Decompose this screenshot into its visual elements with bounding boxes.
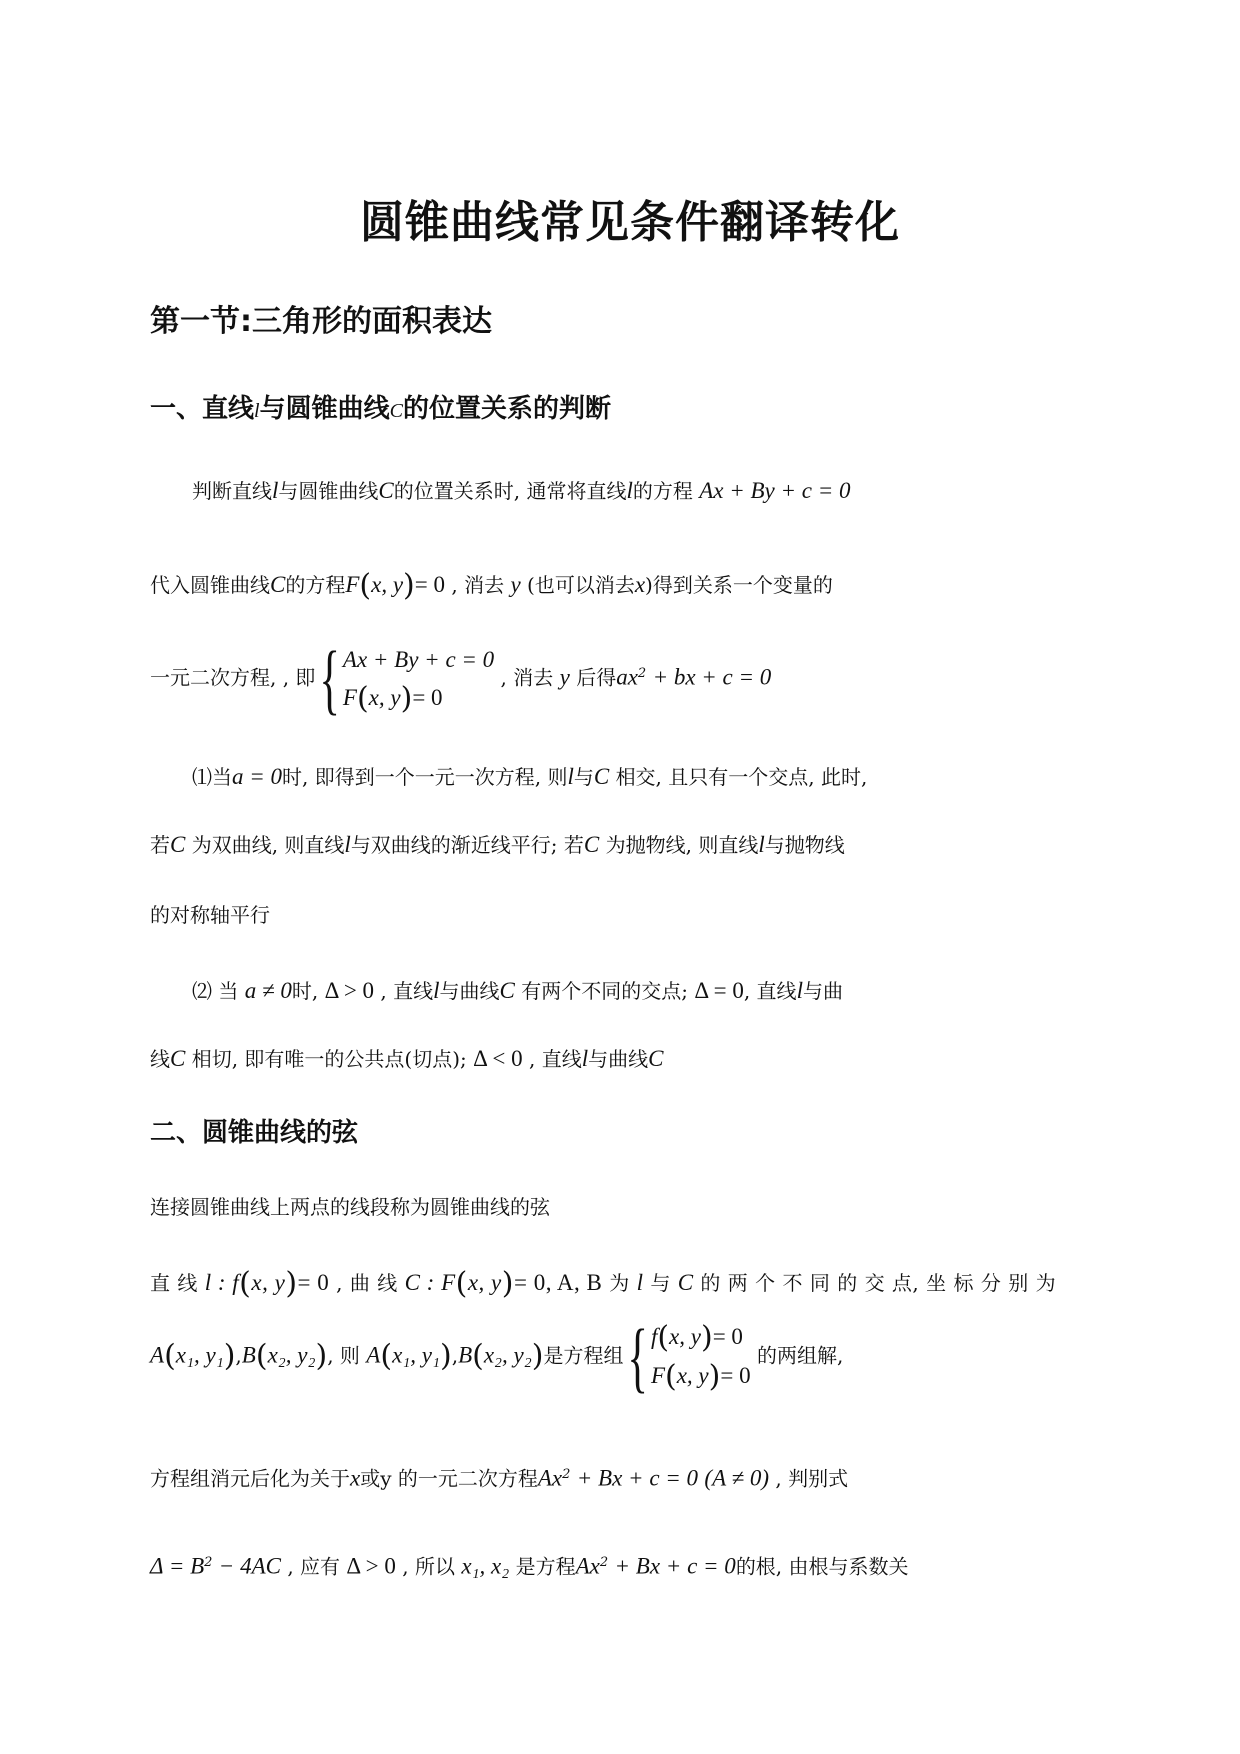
math-args: x, y [251, 1270, 286, 1295]
exponent: 2 [599, 1555, 609, 1570]
math-var: C [170, 832, 186, 857]
paragraph-line: 直 线 l : f(x, y)= 0 , 曲 线 C : F(x, y)= 0, A, B 为 l 与 C 的 两 个 不 同 的 交 点, 坐 标 分 别 为 [150, 1266, 1057, 1301]
text: , 直线 [374, 979, 434, 1003]
text: (也可以消去 [527, 573, 635, 597]
math-roots: x₁, x₂ [461, 1553, 510, 1579]
math-var: F [650, 1363, 665, 1388]
exponent: 2 [637, 665, 647, 681]
text: 一元二次方程, , 即 [150, 665, 316, 690]
text: 与抛物线 [764, 833, 845, 857]
paragraph-line [150, 635, 772, 722]
text: 有两个不同的交点; [521, 979, 688, 1003]
text: 为抛物线, 则直线 [605, 833, 759, 857]
math-term: l : f [204, 1270, 240, 1295]
paragraph-line [150, 1044, 663, 1074]
text: , 曲 线 [329, 1271, 398, 1295]
math-rhs: = 0 [712, 1324, 743, 1349]
math-var: x [350, 1465, 361, 1491]
math-var: F [345, 572, 360, 597]
paragraph-line: 的对称轴平行 [150, 903, 270, 927]
text: 相切, 即有唯一的公共点(切点); [191, 1047, 467, 1071]
text: , 直线 [743, 979, 797, 1003]
math-args: x, y [371, 572, 404, 597]
text: 是方程 [515, 1554, 576, 1579]
math-var: C [593, 764, 610, 789]
math-var: y [510, 572, 521, 597]
math-term: − 4AC [218, 1553, 281, 1579]
text: 与曲线 [588, 1047, 649, 1071]
math-var: l [567, 764, 574, 789]
text: 后得 [576, 665, 617, 690]
math-equation: Δ < 0 [473, 1046, 523, 1071]
text: 与曲 [802, 979, 843, 1003]
text: , 应有 [280, 1554, 341, 1579]
discriminant: Δ = B [150, 1553, 205, 1579]
math-var: C [270, 572, 286, 597]
text: 为 [609, 1271, 630, 1295]
math-var: C [499, 978, 515, 1003]
math-term: C : F [404, 1270, 456, 1295]
paragraph-line [150, 570, 833, 601]
part2-heading: 二、圆锥曲线的弦 [150, 1118, 359, 1148]
math-args: x, y [676, 1363, 709, 1388]
heading-text: 一、直线 [150, 394, 255, 424]
text: 与 [650, 1271, 671, 1295]
text: , 消去 [494, 665, 554, 690]
text: 或y 的一元二次方程 [360, 1466, 538, 1491]
paragraph-line [150, 1548, 909, 1582]
brace-icon: { [319, 635, 341, 722]
math-args: x, y [368, 684, 401, 710]
part1-heading [150, 388, 611, 425]
math-var: l [581, 1046, 589, 1071]
paragraph-line [150, 830, 845, 860]
math-args: x₁, y₁ [392, 1342, 440, 1368]
math-rhs: = 0 [720, 1363, 751, 1388]
paren: ) [403, 568, 415, 603]
paren: ( [359, 568, 372, 603]
section-title: 第一节:三角形的面积表达 [150, 304, 492, 339]
text: 与双曲线的渐近线平行; 若 [350, 833, 584, 857]
math-equation: Δ > 0 [324, 978, 375, 1003]
text: 时, [291, 979, 319, 1003]
paragraph-line [150, 1460, 848, 1494]
text: 与 [573, 765, 594, 789]
text: , 直线 [522, 1047, 582, 1071]
math-var: C [378, 478, 394, 503]
point-A: A [150, 1342, 165, 1368]
math-equation: Δ = 0 [694, 978, 744, 1003]
paragraph-line [192, 476, 851, 506]
math-var: F [342, 684, 357, 710]
text: , 判别式 [775, 1466, 849, 1491]
math-var: C [170, 1046, 186, 1071]
math-equation: a ≠ 0 [244, 978, 292, 1003]
paragraph-line [192, 762, 867, 792]
definition-line: 连接圆锥曲线上两点的线段称为圆锥曲线的弦 [150, 1195, 550, 1219]
document-title: 圆锥曲线常见条件翻译转化 [360, 197, 900, 248]
math-args: x₂, y₂ [267, 1342, 316, 1368]
math-var: l [636, 1270, 644, 1295]
math-term: ax [616, 664, 638, 690]
math-equation: Ax + By + c = 0 [699, 478, 851, 503]
text: ⑵ 当 [192, 979, 239, 1003]
equation-system [315, 635, 495, 722]
text: 与圆锥曲线 [278, 479, 379, 503]
math-var: y [559, 664, 570, 690]
equation-system [623, 1313, 751, 1400]
math-term: + Bx + c = 0 [614, 1553, 736, 1579]
math-term: + bx + c = 0 [652, 664, 772, 690]
math-var: f [650, 1324, 658, 1349]
math-equation: Δ > 0 [346, 1553, 396, 1579]
math-var: C [677, 1270, 694, 1295]
heading-text: 的位置关系的判断 [402, 394, 611, 424]
math-var: l [758, 832, 765, 857]
math-var: C [583, 832, 600, 857]
text: , 则 [327, 1343, 360, 1368]
math-args: x₁, y₁ [175, 1342, 224, 1368]
text: 若 [150, 833, 170, 857]
math-var-l: l [254, 400, 260, 422]
point-B: B [241, 1342, 256, 1368]
math-term: Ax [575, 1553, 600, 1579]
math-var: x [634, 572, 646, 597]
text: 为双曲线, 则直线 [191, 833, 345, 857]
point-B: B [458, 1342, 473, 1368]
math-equation: a = 0 [232, 764, 283, 789]
paragraph-line [192, 976, 843, 1006]
exponent: 2 [204, 1555, 213, 1570]
paragraph-line: A(x₁, y₁),B(x₂, y₂), 则 A(x₁, y₁),B(x₂, y₂)是方程组 { f(x, y)= 0 F(x, y)= 0 的两组解, [150, 1313, 844, 1400]
text: 直 线 [150, 1271, 198, 1295]
math-rhs: = 0, A, B [513, 1270, 603, 1295]
text: 代入圆锥曲线 [150, 573, 270, 597]
text: 的方程 [285, 573, 346, 597]
system-line-1: Ax + By + c = 0 [342, 646, 495, 672]
text: ⑴当 [192, 765, 232, 789]
math-var: C [648, 1046, 664, 1071]
math-args: x, y [669, 1324, 701, 1349]
math-var: l [344, 832, 351, 857]
text: 时, 即得到一个一元一次方程, 则 [282, 765, 568, 789]
math-condition: (A ≠ 0) [704, 1465, 769, 1491]
math-var: l [433, 978, 440, 1003]
text: 判断直线 [192, 479, 272, 503]
text: )得到关系一个变量的 [645, 573, 833, 597]
text: 的方程 [632, 479, 693, 503]
math-rhs: = 0 [412, 684, 443, 710]
math-args: x₂, y₂ [483, 1342, 532, 1368]
math-args: x, y [467, 1270, 502, 1295]
math-rhs: = 0 [414, 572, 445, 597]
math-var: l [272, 478, 279, 503]
exponent: 2 [562, 1467, 571, 1482]
math-var: l [626, 478, 633, 503]
math-term: + Bx + c = 0 [576, 1465, 699, 1491]
system-line-2: F(x, y)= 0 [342, 680, 443, 716]
text: 的 两 个 不 同 的 交 点, 坐 标 分 别 为 [700, 1271, 1057, 1295]
math-term: Ax [537, 1465, 563, 1491]
point-A: A [366, 1342, 381, 1368]
text: 线 [150, 1047, 170, 1071]
math-rhs: = 0 [297, 1270, 330, 1295]
brace-icon: { [627, 1313, 649, 1400]
heading-text: 与圆锥曲线 [259, 394, 390, 424]
text: 是方程组 [543, 1343, 624, 1368]
text: , 消去 [445, 573, 505, 597]
math-var: l [796, 978, 803, 1003]
system-line-2: F(x, y)= 0 [650, 1359, 751, 1394]
text: , 所以 [395, 1554, 455, 1579]
text: 的两组解, [756, 1343, 844, 1368]
text: 方程组消元后化为关于 [150, 1466, 350, 1491]
system-line-1: f(x, y)= 0 [650, 1320, 743, 1355]
text: 的位置关系时, 通常将直线 [393, 479, 627, 503]
math-var-C: C [389, 400, 403, 422]
text: 相交, 且只有一个交点, 此时, [615, 765, 868, 789]
text: 与曲线 [439, 979, 500, 1003]
text: 的根, 由根与系数关 [735, 1554, 909, 1579]
